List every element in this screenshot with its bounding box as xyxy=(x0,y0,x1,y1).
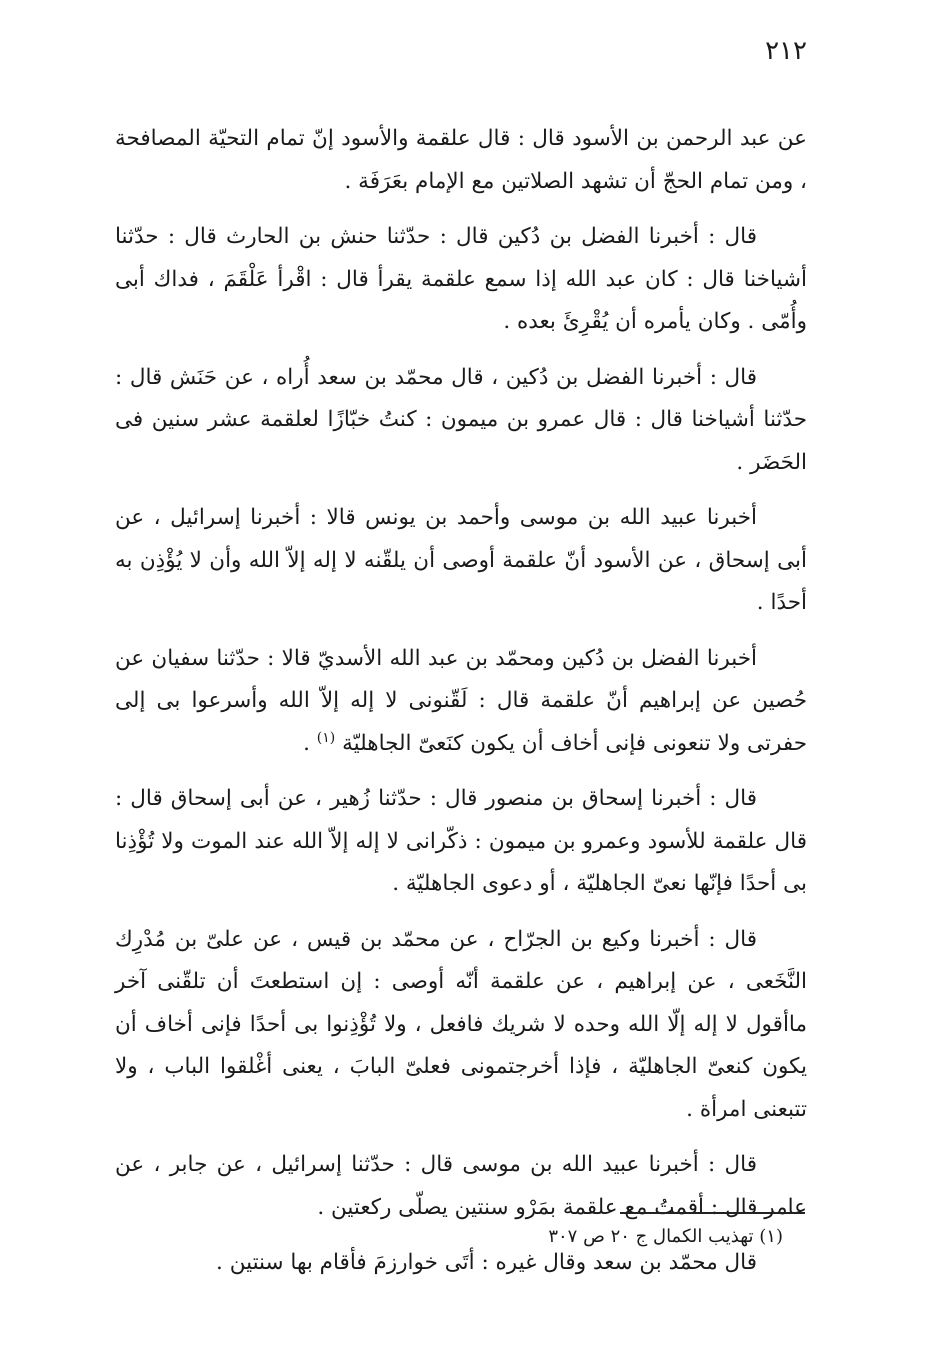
paragraph xyxy=(115,919,807,1132)
paragraph-text: قال : أخبرنا الفضل بن دُكين قال : حدّثنا حنش بن الحارث قال : حدّثنا أشياخنا قال : كان عبد الله إذا سمع علقمة يقرأ قال : اقْرأ عَلْقَمَ ، فداك أبى وأُمّى . وكان يأمره أن يُقْرِئَ بعده . xyxy=(115,224,807,334)
paragraph-text: قال : أخبرنا الفضل بن دُكين ، قال محمّد بن سعد أُراه ، عن حَنَش قال : حدّثنا أشياخنا قال : قال عمرو بن ميمون : كنتُ خبّازًا لعلقمة عشر سنين فى الحَضَر . xyxy=(115,364,807,475)
paragraph xyxy=(115,118,807,203)
paragraph-text: قال : أخبرنا عبيد الله بن موسى قال : حدّثنا إسرائيل ، عن جابر ، عن عامر قال : أقمتُ مع علقمة بمَرْو سنتين يصلّى ركعتين . xyxy=(115,1152,807,1220)
paragraph xyxy=(115,778,807,906)
footnote-divider xyxy=(620,1212,805,1214)
paragraph-text: أخبرنا عبيد الله بن موسى وأحمد بن يونس قالا : أخبرنا إسرائيل ، عن أبى إسحاق ، عن الأسود أنّ علقمة أوصى أن يلقّنه لا إله إلاّ الله وأن لا يُؤْذِن به أحدًا . xyxy=(115,505,807,615)
paragraph xyxy=(115,216,807,344)
paragraph-text: عن عبد الرحمن بن الأسود قال : قال علقمة والأسود إنّ تمام التحيّة المصافحة ، ومن تمام الحجّ أن تشهد الصلاتين مع الإمام بعَرَفَة . xyxy=(115,126,807,194)
footnote: (١) تهذيب الكمال ج ٢٠ ص ٣٠٧ xyxy=(548,1226,783,1247)
main-text xyxy=(115,118,807,1298)
paragraph-text: أخبرنا الفضل بن دُكين ومحمّد بن عبد الله الأسديّ قالا : حدّثنا سفيان عن حُصين عن إبراهيم أنّ علقمة قال : لَقّنونى لا إله إلاّ الله وأسرعوا بى إلى حفرتى ولا تنعونى فإنى أخاف أن يكون كنَعىّ الجاهليّة xyxy=(115,645,807,756)
paragraph-text: قال : أخبرنا وكيع بن الجرّاح ، عن محمّد بن قيس ، عن علىّ بن مُدْرِك النَّخَعى ، عن إبراهيم ، عن علقمة أنّه أوصى : إن استطعتَ أن تلقّنى آخر ماأقول لا إله إلّا الله وحده لا شريك فافعل ، ولا تُؤْذِنوا بى أحدًا فإنى أخاف أن يكون كنعىّ الجاهليّة ، فإذا أخرجتمونى فعلىّ البابَ ، يعنى أغْلقوا الباب ، ولا تتبعنى امرأة . xyxy=(115,926,807,1122)
page-number: ٢١٢ xyxy=(765,36,807,66)
paragraph xyxy=(115,357,807,485)
footnote-marker: (١) xyxy=(316,729,336,746)
paragraph-text: قال : أخبرنا إسحاق بن منصور قال : حدّثنا زُهير ، عن أبى إسحاق قال : قال علقمة للأسود وعمرو بن ميمون : ذكّرانى لا إله إلاّ الله عند الموت ولا تُؤْذِنا بى أحدًا فإنّها نعىّ الجاهليّة ، أو دعوى الجاهليّة . xyxy=(115,786,807,896)
paragraph-tail: . xyxy=(303,730,310,756)
paragraph xyxy=(115,638,807,766)
paragraph xyxy=(115,1144,807,1229)
paragraph xyxy=(115,497,807,625)
paragraph-text: قال محمّد بن سعد وقال غيره : أتَى خوارزمَ فأقام بها سنتين . xyxy=(216,1250,757,1275)
